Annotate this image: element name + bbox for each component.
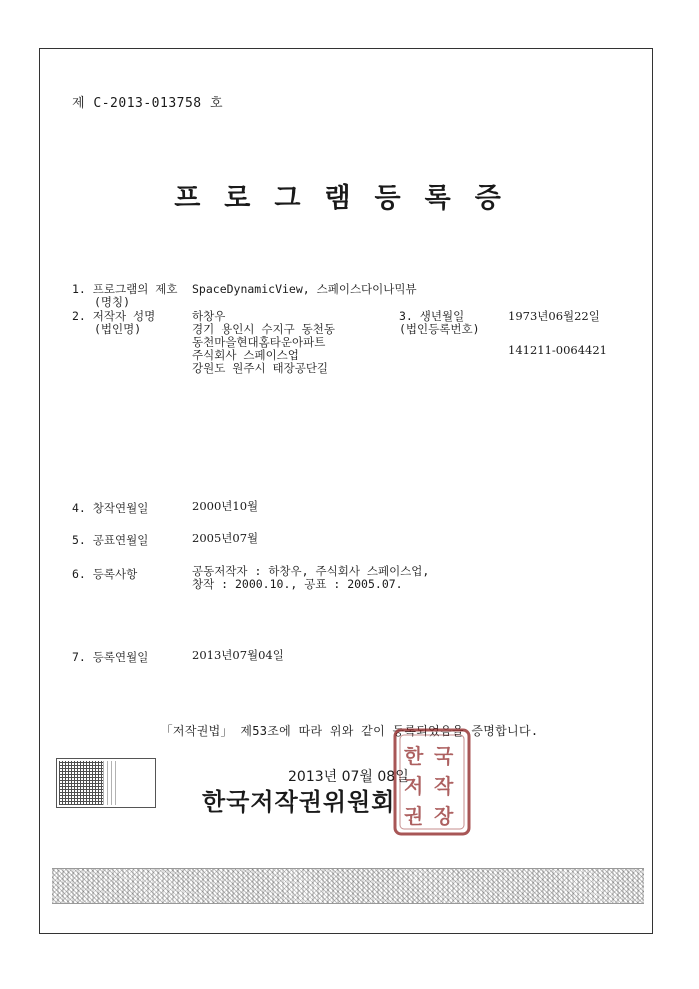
- barcode-fade-pattern: [103, 761, 119, 805]
- author2-name: 주식회사 스페이스업: [192, 348, 299, 362]
- publication-value: 2005년07월: [192, 531, 259, 545]
- barcode-grid-pattern: [59, 761, 103, 805]
- creation-value: 2000년10월: [192, 499, 259, 513]
- author2-address: 강원도 원주시 태장공단길: [192, 361, 329, 375]
- security-barcode: [56, 758, 156, 808]
- author-label: 2. 저작자 성명: [72, 309, 156, 323]
- certification-statement: 「저작권법」 제53조에 따라 위와 같이 등록되었음을 증명합니다.: [160, 724, 539, 738]
- publication-label: 5. 공표연월일: [72, 533, 149, 547]
- corp-reg-value: 141211-0064421: [508, 343, 608, 357]
- birth-label-sub: (법인등록번호): [399, 322, 480, 336]
- svg-text:장: 장: [434, 804, 454, 828]
- svg-text:국: 국: [434, 744, 454, 768]
- creation-label: 4. 창작연월일: [72, 501, 149, 515]
- registration-date-value: 2013년07월04일: [192, 648, 284, 662]
- registration-date-label: 7. 등록연월일: [72, 650, 149, 664]
- program-name-label-sub: (명칭): [94, 295, 131, 309]
- issuing-organization: 한국저작권위원회: [202, 787, 396, 816]
- issue-date: 2013년 07월 08일: [288, 769, 409, 785]
- security-pattern-band: [52, 868, 644, 904]
- program-name-value: SpaceDynamicView, 스페이스다이나믹뷰: [192, 282, 417, 296]
- svg-text:권: 권: [404, 804, 424, 828]
- svg-text:작: 작: [434, 774, 454, 798]
- registration-items-label: 6. 등록사항: [72, 567, 138, 581]
- svg-text:한: 한: [404, 744, 424, 768]
- certificate-title: 프로그램등록증: [174, 183, 525, 214]
- registration-items-line1: 공동저작자 : 하창우, 주식회사 스페이스업,: [192, 564, 430, 578]
- registration-items-line2: 창작 : 2000.10., 공표 : 2005.07.: [192, 577, 403, 591]
- program-name-label: 1. 프로그램의 제호: [72, 282, 178, 296]
- birth-label: 3. 생년월일: [399, 309, 465, 323]
- author1-address-line1: 경기 용인시 수지구 동천동: [192, 322, 335, 336]
- svg-text:저: 저: [404, 774, 424, 798]
- author-label-sub: (법인명): [94, 322, 142, 336]
- registration-number: 제 C-2013-013758 호: [72, 96, 224, 111]
- official-seal: [392, 727, 472, 837]
- birth-value: 1973년06월22일: [508, 309, 600, 323]
- author1-name: 하창우: [192, 309, 226, 323]
- author1-address-line2: 동천마을현대홈타운아파트: [192, 335, 326, 349]
